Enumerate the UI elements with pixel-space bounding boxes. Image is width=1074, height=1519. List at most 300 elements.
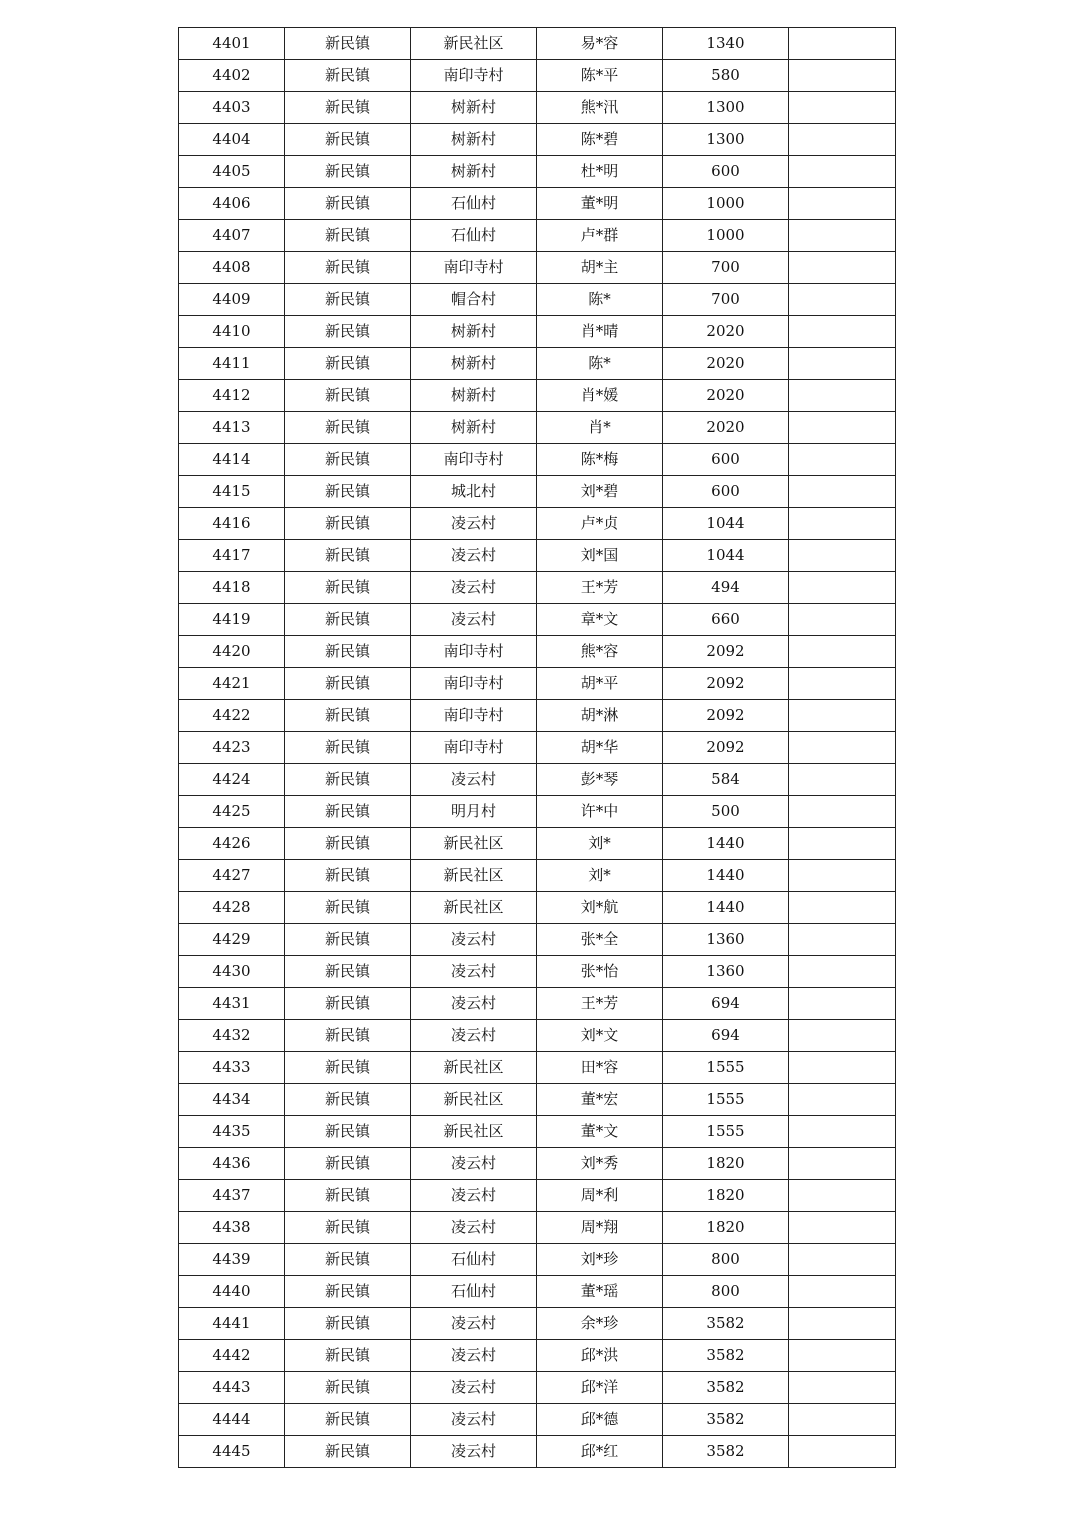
- village-cell: 树新村: [411, 124, 537, 156]
- row-number-cell: 4442: [179, 1340, 285, 1372]
- village-cell: 树新村: [411, 380, 537, 412]
- row-number-cell: 4401: [179, 28, 285, 60]
- village-cell: 树新村: [411, 316, 537, 348]
- village-cell: 新民社区: [411, 828, 537, 860]
- remark-cell: [789, 732, 896, 764]
- table-row: [179, 1372, 896, 1404]
- name-cell: 熊*容: [537, 636, 663, 668]
- row-number-cell: 4430: [179, 956, 285, 988]
- remark-cell: [789, 1340, 896, 1372]
- row-number-cell: 4421: [179, 668, 285, 700]
- remark-cell: [789, 444, 896, 476]
- amount-cell: 2020: [663, 316, 789, 348]
- remark-cell: [789, 1116, 896, 1148]
- row-number-cell: 4434: [179, 1084, 285, 1116]
- town-cell: 新民镇: [285, 412, 411, 444]
- town-cell: 新民镇: [285, 860, 411, 892]
- village-cell: 新民社区: [411, 1084, 537, 1116]
- town-cell: 新民镇: [285, 1244, 411, 1276]
- village-cell: 凌云村: [411, 1308, 537, 1340]
- table-row: [179, 1244, 896, 1276]
- amount-cell: 1000: [663, 220, 789, 252]
- town-cell: 新民镇: [285, 188, 411, 220]
- row-number-cell: 4436: [179, 1148, 285, 1180]
- row-number-cell: 4415: [179, 476, 285, 508]
- table-row: [179, 828, 896, 860]
- remark-cell: [789, 636, 896, 668]
- name-cell: 周*翔: [537, 1212, 663, 1244]
- name-cell: 肖*晴: [537, 316, 663, 348]
- village-cell: 树新村: [411, 412, 537, 444]
- amount-cell: 1555: [663, 1084, 789, 1116]
- amount-cell: 3582: [663, 1404, 789, 1436]
- remark-cell: [789, 1404, 896, 1436]
- remark-cell: [789, 604, 896, 636]
- village-cell: 凌云村: [411, 1372, 537, 1404]
- table-row: [179, 348, 896, 380]
- amount-cell: 800: [663, 1244, 789, 1276]
- name-cell: 熊*汛: [537, 92, 663, 124]
- amount-cell: 2092: [663, 700, 789, 732]
- town-cell: 新民镇: [285, 828, 411, 860]
- town-cell: 新民镇: [285, 348, 411, 380]
- village-cell: 树新村: [411, 348, 537, 380]
- village-cell: 凌云村: [411, 956, 537, 988]
- village-cell: 城北村: [411, 476, 537, 508]
- row-number-cell: 4412: [179, 380, 285, 412]
- name-cell: 肖*媛: [537, 380, 663, 412]
- amount-cell: 660: [663, 604, 789, 636]
- name-cell: 董*宏: [537, 1084, 663, 1116]
- town-cell: 新民镇: [285, 988, 411, 1020]
- village-cell: 凌云村: [411, 1436, 537, 1468]
- name-cell: 邱*德: [537, 1404, 663, 1436]
- table-row: [179, 220, 896, 252]
- amount-cell: 2020: [663, 380, 789, 412]
- amount-cell: 800: [663, 1276, 789, 1308]
- village-cell: 树新村: [411, 156, 537, 188]
- town-cell: 新民镇: [285, 1148, 411, 1180]
- row-number-cell: 4439: [179, 1244, 285, 1276]
- village-cell: 南印寺村: [411, 444, 537, 476]
- amount-cell: 2020: [663, 412, 789, 444]
- records-table-body: [179, 28, 896, 1468]
- village-cell: 南印寺村: [411, 668, 537, 700]
- amount-cell: 600: [663, 476, 789, 508]
- row-number-cell: 4438: [179, 1212, 285, 1244]
- row-number-cell: 4422: [179, 700, 285, 732]
- town-cell: 新民镇: [285, 444, 411, 476]
- amount-cell: 3582: [663, 1372, 789, 1404]
- row-number-cell: 4403: [179, 92, 285, 124]
- town-cell: 新民镇: [285, 156, 411, 188]
- town-cell: 新民镇: [285, 476, 411, 508]
- name-cell: 刘*: [537, 860, 663, 892]
- name-cell: 董*文: [537, 1116, 663, 1148]
- row-number-cell: 4405: [179, 156, 285, 188]
- village-cell: 石仙村: [411, 1276, 537, 1308]
- remark-cell: [789, 988, 896, 1020]
- name-cell: 陈*: [537, 284, 663, 316]
- amount-cell: 3582: [663, 1340, 789, 1372]
- town-cell: 新民镇: [285, 796, 411, 828]
- name-cell: 陈*梅: [537, 444, 663, 476]
- table-row: [179, 1340, 896, 1372]
- table-row: [179, 284, 896, 316]
- table-row: [179, 124, 896, 156]
- name-cell: 刘*国: [537, 540, 663, 572]
- row-number-cell: 4413: [179, 412, 285, 444]
- village-cell: 凌云村: [411, 988, 537, 1020]
- remark-cell: [789, 1148, 896, 1180]
- village-cell: 凌云村: [411, 1340, 537, 1372]
- village-cell: 凌云村: [411, 604, 537, 636]
- amount-cell: 1360: [663, 956, 789, 988]
- name-cell: 陈*: [537, 348, 663, 380]
- town-cell: 新民镇: [285, 220, 411, 252]
- name-cell: 邱*洪: [537, 1340, 663, 1372]
- remark-cell: [789, 572, 896, 604]
- remark-cell: [789, 828, 896, 860]
- town-cell: 新民镇: [285, 732, 411, 764]
- town-cell: 新民镇: [285, 572, 411, 604]
- village-cell: 新民社区: [411, 1052, 537, 1084]
- remark-cell: [789, 412, 896, 444]
- name-cell: 刘*: [537, 828, 663, 860]
- village-cell: 凌云村: [411, 572, 537, 604]
- name-cell: 刘*秀: [537, 1148, 663, 1180]
- town-cell: 新民镇: [285, 956, 411, 988]
- village-cell: 凌云村: [411, 1212, 537, 1244]
- table-row: [179, 92, 896, 124]
- amount-cell: 1000: [663, 188, 789, 220]
- village-cell: 明月村: [411, 796, 537, 828]
- village-cell: 南印寺村: [411, 252, 537, 284]
- row-number-cell: 4410: [179, 316, 285, 348]
- town-cell: 新民镇: [285, 668, 411, 700]
- name-cell: 卢*贞: [537, 508, 663, 540]
- town-cell: 新民镇: [285, 508, 411, 540]
- name-cell: 王*芳: [537, 988, 663, 1020]
- row-number-cell: 4435: [179, 1116, 285, 1148]
- table-row: [179, 1276, 896, 1308]
- remark-cell: [789, 1276, 896, 1308]
- town-cell: 新民镇: [285, 316, 411, 348]
- town-cell: 新民镇: [285, 1340, 411, 1372]
- village-cell: 凌云村: [411, 764, 537, 796]
- amount-cell: 1820: [663, 1180, 789, 1212]
- name-cell: 刘*文: [537, 1020, 663, 1052]
- table-row: [179, 796, 896, 828]
- town-cell: 新民镇: [285, 28, 411, 60]
- amount-cell: 2092: [663, 732, 789, 764]
- town-cell: 新民镇: [285, 604, 411, 636]
- town-cell: 新民镇: [285, 380, 411, 412]
- table-row: [179, 380, 896, 412]
- row-number-cell: 4402: [179, 60, 285, 92]
- town-cell: 新民镇: [285, 540, 411, 572]
- name-cell: 许*中: [537, 796, 663, 828]
- table-row: [179, 1020, 896, 1052]
- town-cell: 新民镇: [285, 892, 411, 924]
- row-number-cell: 4445: [179, 1436, 285, 1468]
- remark-cell: [789, 764, 896, 796]
- table-row: [179, 252, 896, 284]
- village-cell: 凌云村: [411, 1180, 537, 1212]
- remark-cell: [789, 860, 896, 892]
- remark-cell: [789, 1084, 896, 1116]
- village-cell: 树新村: [411, 92, 537, 124]
- amount-cell: 1820: [663, 1148, 789, 1180]
- remark-cell: [789, 348, 896, 380]
- amount-cell: 2092: [663, 668, 789, 700]
- name-cell: 余*珍: [537, 1308, 663, 1340]
- name-cell: 刘*珍: [537, 1244, 663, 1276]
- town-cell: 新民镇: [285, 700, 411, 732]
- name-cell: 彭*琴: [537, 764, 663, 796]
- name-cell: 张*怡: [537, 956, 663, 988]
- table-row: [179, 188, 896, 220]
- name-cell: 邱*红: [537, 1436, 663, 1468]
- name-cell: 陈*碧: [537, 124, 663, 156]
- remark-cell: [789, 124, 896, 156]
- village-cell: 新民社区: [411, 860, 537, 892]
- name-cell: 胡*华: [537, 732, 663, 764]
- table-row: [179, 316, 896, 348]
- village-cell: 帽合村: [411, 284, 537, 316]
- row-number-cell: 4411: [179, 348, 285, 380]
- amount-cell: 580: [663, 60, 789, 92]
- amount-cell: 1555: [663, 1116, 789, 1148]
- row-number-cell: 4444: [179, 1404, 285, 1436]
- row-number-cell: 4418: [179, 572, 285, 604]
- row-number-cell: 4423: [179, 732, 285, 764]
- row-number-cell: 4432: [179, 1020, 285, 1052]
- town-cell: 新民镇: [285, 1116, 411, 1148]
- table-row: [179, 412, 896, 444]
- amount-cell: 1044: [663, 540, 789, 572]
- remark-cell: [789, 924, 896, 956]
- name-cell: 章*文: [537, 604, 663, 636]
- table-row: [179, 1180, 896, 1212]
- amount-cell: 700: [663, 284, 789, 316]
- remark-cell: [789, 796, 896, 828]
- name-cell: 王*芳: [537, 572, 663, 604]
- table-row: [179, 1404, 896, 1436]
- table-row: [179, 700, 896, 732]
- row-number-cell: 4424: [179, 764, 285, 796]
- row-number-cell: 4441: [179, 1308, 285, 1340]
- row-number-cell: 4409: [179, 284, 285, 316]
- village-cell: 凌云村: [411, 540, 537, 572]
- name-cell: 董*明: [537, 188, 663, 220]
- amount-cell: 1555: [663, 1052, 789, 1084]
- row-number-cell: 4407: [179, 220, 285, 252]
- row-number-cell: 4437: [179, 1180, 285, 1212]
- remark-cell: [789, 1372, 896, 1404]
- table-row: [179, 540, 896, 572]
- town-cell: 新民镇: [285, 636, 411, 668]
- row-number-cell: 4420: [179, 636, 285, 668]
- town-cell: 新民镇: [285, 1212, 411, 1244]
- town-cell: 新民镇: [285, 284, 411, 316]
- village-cell: 新民社区: [411, 1116, 537, 1148]
- remark-cell: [789, 668, 896, 700]
- village-cell: 石仙村: [411, 220, 537, 252]
- remark-cell: [789, 380, 896, 412]
- town-cell: 新民镇: [285, 1052, 411, 1084]
- remark-cell: [789, 1212, 896, 1244]
- remark-cell: [789, 892, 896, 924]
- table-row: [179, 60, 896, 92]
- amount-cell: 494: [663, 572, 789, 604]
- village-cell: 南印寺村: [411, 60, 537, 92]
- table-row: [179, 1308, 896, 1340]
- town-cell: 新民镇: [285, 764, 411, 796]
- village-cell: 南印寺村: [411, 700, 537, 732]
- row-number-cell: 4404: [179, 124, 285, 156]
- remark-cell: [789, 156, 896, 188]
- table-row: [179, 956, 896, 988]
- records-table: [178, 27, 896, 1468]
- village-cell: 凌云村: [411, 924, 537, 956]
- village-cell: 新民社区: [411, 28, 537, 60]
- village-cell: 南印寺村: [411, 636, 537, 668]
- amount-cell: 600: [663, 444, 789, 476]
- remark-cell: [789, 700, 896, 732]
- amount-cell: 1300: [663, 92, 789, 124]
- name-cell: 刘*碧: [537, 476, 663, 508]
- table-row: [179, 572, 896, 604]
- remark-cell: [789, 92, 896, 124]
- town-cell: 新民镇: [285, 252, 411, 284]
- amount-cell: 1820: [663, 1212, 789, 1244]
- remark-cell: [789, 1180, 896, 1212]
- amount-cell: 700: [663, 252, 789, 284]
- row-number-cell: 4416: [179, 508, 285, 540]
- remark-cell: [789, 28, 896, 60]
- town-cell: 新民镇: [285, 1180, 411, 1212]
- town-cell: 新民镇: [285, 92, 411, 124]
- remark-cell: [789, 1244, 896, 1276]
- row-number-cell: 4406: [179, 188, 285, 220]
- name-cell: 田*容: [537, 1052, 663, 1084]
- table-row: [179, 156, 896, 188]
- table-row: [179, 668, 896, 700]
- remark-cell: [789, 284, 896, 316]
- table-row: [179, 476, 896, 508]
- amount-cell: 694: [663, 1020, 789, 1052]
- amount-cell: 2092: [663, 636, 789, 668]
- amount-cell: 500: [663, 796, 789, 828]
- amount-cell: 1440: [663, 828, 789, 860]
- name-cell: 邱*洋: [537, 1372, 663, 1404]
- row-number-cell: 4433: [179, 1052, 285, 1084]
- town-cell: 新民镇: [285, 924, 411, 956]
- remark-cell: [789, 1308, 896, 1340]
- name-cell: 张*全: [537, 924, 663, 956]
- row-number-cell: 4427: [179, 860, 285, 892]
- amount-cell: 600: [663, 156, 789, 188]
- table-row: [179, 892, 896, 924]
- table-row: [179, 508, 896, 540]
- name-cell: 卢*群: [537, 220, 663, 252]
- remark-cell: [789, 540, 896, 572]
- row-number-cell: 4414: [179, 444, 285, 476]
- table-row: [179, 764, 896, 796]
- town-cell: 新民镇: [285, 60, 411, 92]
- row-number-cell: 4429: [179, 924, 285, 956]
- town-cell: 新民镇: [285, 1436, 411, 1468]
- amount-cell: 1340: [663, 28, 789, 60]
- village-cell: 新民社区: [411, 892, 537, 924]
- amount-cell: 3582: [663, 1436, 789, 1468]
- remark-cell: [789, 1020, 896, 1052]
- village-cell: 南印寺村: [411, 732, 537, 764]
- town-cell: 新民镇: [285, 1084, 411, 1116]
- town-cell: 新民镇: [285, 1020, 411, 1052]
- town-cell: 新民镇: [285, 124, 411, 156]
- table-row: [179, 860, 896, 892]
- village-cell: 凌云村: [411, 1020, 537, 1052]
- table-row: [179, 1052, 896, 1084]
- remark-cell: [789, 1436, 896, 1468]
- table-row: [179, 28, 896, 60]
- name-cell: 杜*明: [537, 156, 663, 188]
- remark-cell: [789, 316, 896, 348]
- row-number-cell: 4417: [179, 540, 285, 572]
- row-number-cell: 4425: [179, 796, 285, 828]
- village-cell: 凌云村: [411, 1404, 537, 1436]
- table-row: [179, 444, 896, 476]
- remark-cell: [789, 476, 896, 508]
- row-number-cell: 4443: [179, 1372, 285, 1404]
- amount-cell: 1440: [663, 860, 789, 892]
- name-cell: 胡*主: [537, 252, 663, 284]
- row-number-cell: 4426: [179, 828, 285, 860]
- remark-cell: [789, 60, 896, 92]
- name-cell: 刘*航: [537, 892, 663, 924]
- village-cell: 凌云村: [411, 1148, 537, 1180]
- name-cell: 董*瑶: [537, 1276, 663, 1308]
- amount-cell: 694: [663, 988, 789, 1020]
- table-row: [179, 1084, 896, 1116]
- table-row: [179, 924, 896, 956]
- town-cell: 新民镇: [285, 1276, 411, 1308]
- row-number-cell: 4419: [179, 604, 285, 636]
- table-row: [179, 732, 896, 764]
- table-row: [179, 1436, 896, 1468]
- name-cell: 胡*淋: [537, 700, 663, 732]
- amount-cell: 3582: [663, 1308, 789, 1340]
- amount-cell: 1044: [663, 508, 789, 540]
- table-row: [179, 604, 896, 636]
- name-cell: 肖*: [537, 412, 663, 444]
- table-row: [179, 636, 896, 668]
- name-cell: 陈*平: [537, 60, 663, 92]
- remark-cell: [789, 508, 896, 540]
- row-number-cell: 4428: [179, 892, 285, 924]
- town-cell: 新民镇: [285, 1404, 411, 1436]
- table-row: [179, 1116, 896, 1148]
- amount-cell: 1440: [663, 892, 789, 924]
- name-cell: 易*容: [537, 28, 663, 60]
- village-cell: 凌云村: [411, 508, 537, 540]
- remark-cell: [789, 188, 896, 220]
- table-row: [179, 1148, 896, 1180]
- name-cell: 胡*平: [537, 668, 663, 700]
- remark-cell: [789, 956, 896, 988]
